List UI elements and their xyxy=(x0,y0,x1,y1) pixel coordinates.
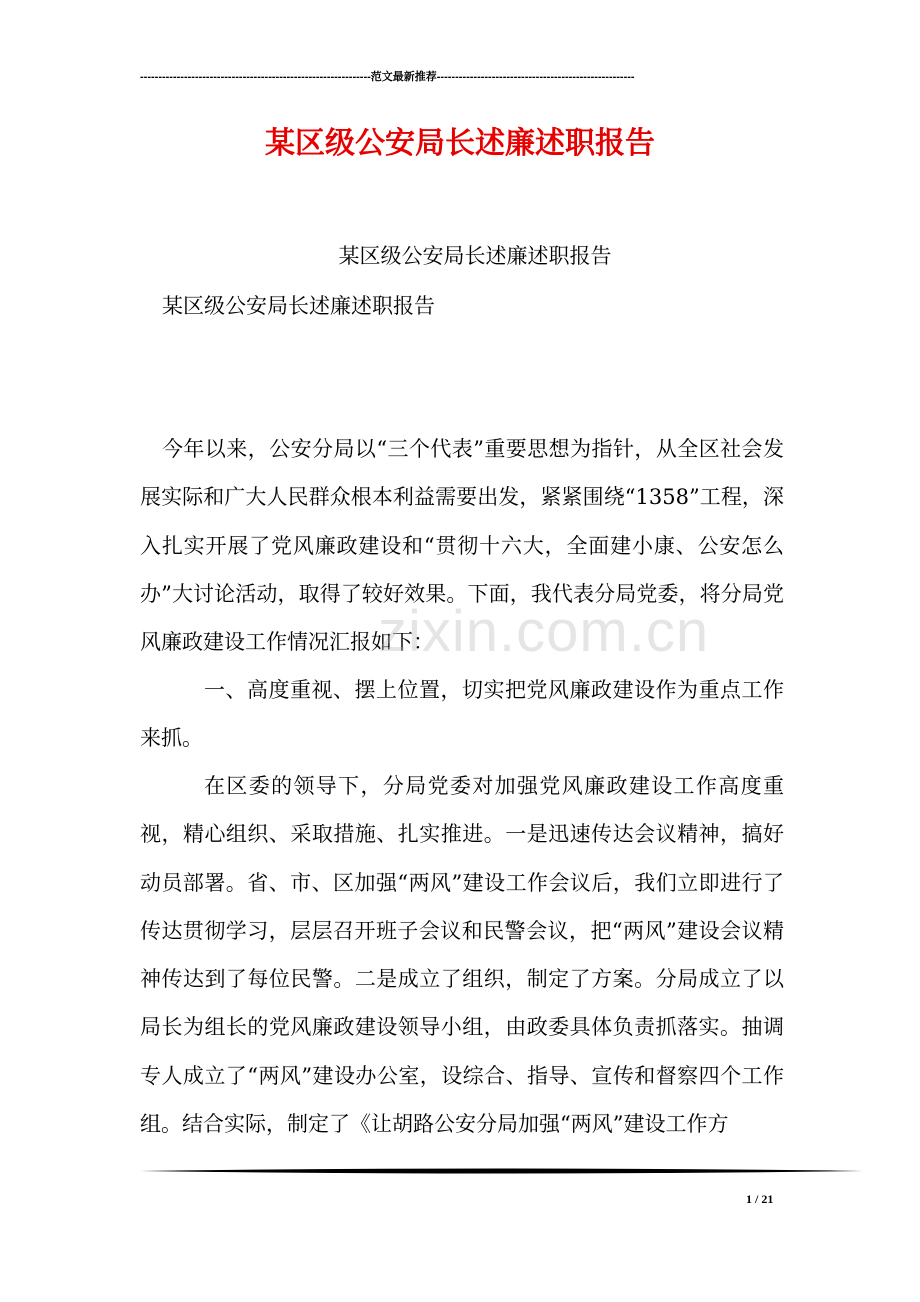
paragraph-intro xyxy=(140,425,784,666)
page-number: 1 / 21 xyxy=(746,1192,774,1206)
watermark: zixin.com.cn xyxy=(378,599,710,664)
paragraph-text: 一、高度重视、摆上位置，切实把党风廉政建设作为重点工作来抓。 xyxy=(140,678,784,751)
paragraph-section-heading xyxy=(140,666,784,763)
footer-divider xyxy=(140,1167,863,1175)
header-banner: ---------------------------------------------------------------范文最新推荐------------------------------------------------------ xyxy=(140,71,635,83)
document-subtitle-repeat: 某区级公安局长述廉述职报告 xyxy=(162,294,435,318)
document-subtitle: 某区级公安局长述廉述职报告 xyxy=(338,244,612,268)
paragraph-text: 今年以来，公安分局以“三个代表”重要思想为指针，从全区社会发展实际和广大人民群众根本利益需要出发，紧紧围绕“1358”工程，深入扎实开展了党风廉政建设和“贯彻十六大，全面建小康、公安怎么办”大讨论活动，取得了较好效果。下面，我代表分局党委，将分局党风廉政建设工作情况汇报如下： xyxy=(140,437,784,655)
paragraph-text: 在区委的领导下，分局党委对加强党风廉政建设工作高度重视，精心组织、采取措施、扎实推进。一是迅速传达会议精神，搞好动员部署。省、市、区加强“两风”建设工作会议后，我们立即进行了传达贯彻学习，层层召开班子会议和民警会议，把“两风”建设会议精神传达到了每位民警。二是成立了组织，制定了方案。分局成立了以局长为组长的党风廉政建设领导小组，由政委具体负责抓落实。抽调专人成立了“两风”建设办公室，设综合、指导、宣传和督察四个工作组。结合实际，制定了《让胡路公安分局加强“两风”建设工作方 xyxy=(140,774,784,1137)
paragraph-body xyxy=(140,762,784,1148)
document-title: 某区级公安局长述廉述职报告 xyxy=(265,126,655,161)
